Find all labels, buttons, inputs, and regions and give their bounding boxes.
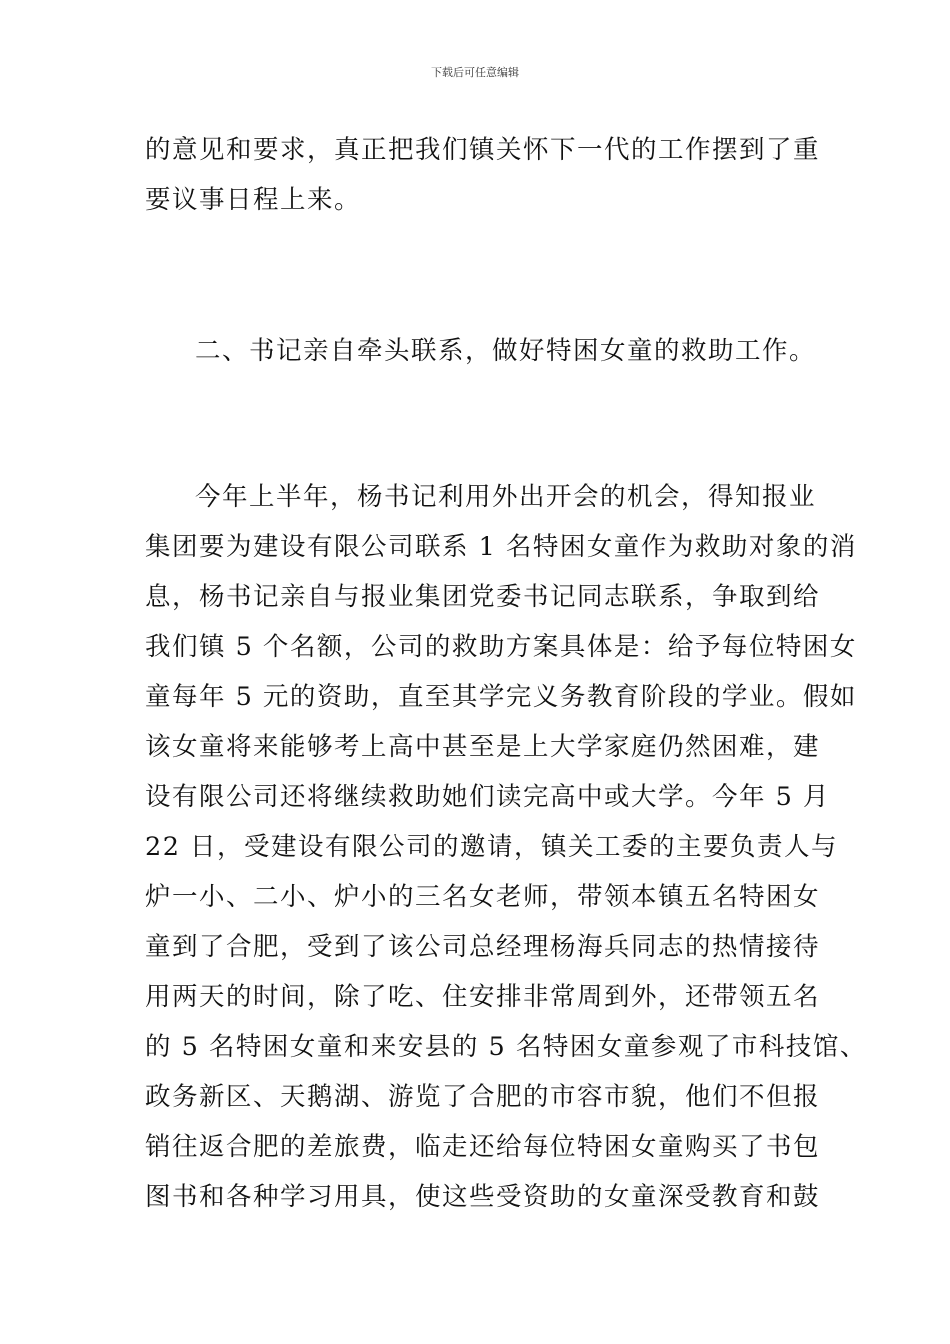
text-line: 的意见和要求，真正把我们镇关怀下一代的工作摆到了重	[145, 135, 821, 165]
page-header: 下载后可任意编辑	[431, 66, 519, 79]
text-line: 童到了合肥，受到了该公司总经理杨海兵同志的热情接待	[145, 932, 821, 962]
text-line: 童每年 5 元的资助，直至其学完义务教育阶段的学业。假如	[145, 682, 857, 712]
text-line: 销往返合肥的差旅费，临走还给每位特困女童购买了书包	[145, 1132, 821, 1162]
text-line: 图书和各种学习用具，使这些受资助的女童深受教育和鼓	[145, 1182, 821, 1212]
text-line: 设有限公司还将继续救助她们读完高中或大学。今年 5 月	[145, 782, 830, 812]
text-line: 息，杨书记亲自与报业集团党委书记同志联系，争取到给	[145, 582, 821, 612]
text-line: 今年上半年，杨书记利用外出开会的机会，得知报业	[195, 482, 817, 512]
text-line: 我们镇 5 个名额，公司的救助方案具体是：给予每位特困女	[145, 632, 857, 662]
text-line: 集团要为建设有限公司联系 1 名特困女童作为救助对象的消	[145, 532, 857, 562]
text-line: 用两天的时间，除了吃、住安排非常周到外，还带领五名	[145, 982, 821, 1012]
section-heading: 二、书记亲自牵头联系，做好特困女童的救助工作。	[195, 336, 817, 366]
text-line: 的 5 名特困女童和来安县的 5 名特困女童参观了市科技馆、	[145, 1032, 867, 1062]
text-line: 该女童将来能够考上高中甚至是上大学家庭仍然困难，建	[145, 732, 821, 762]
text-line: 炉一小、二小、炉小的三名女老师，带领本镇五名特困女	[145, 882, 821, 912]
text-line: 22 日，受建设有限公司的邀请，镇关工委的主要负责人与	[145, 832, 839, 862]
text-line: 要议事日程上来。	[145, 185, 362, 215]
text-line: 政务新区、天鹅湖、游览了合肥的市容市貌，他们不但报	[145, 1082, 821, 1112]
